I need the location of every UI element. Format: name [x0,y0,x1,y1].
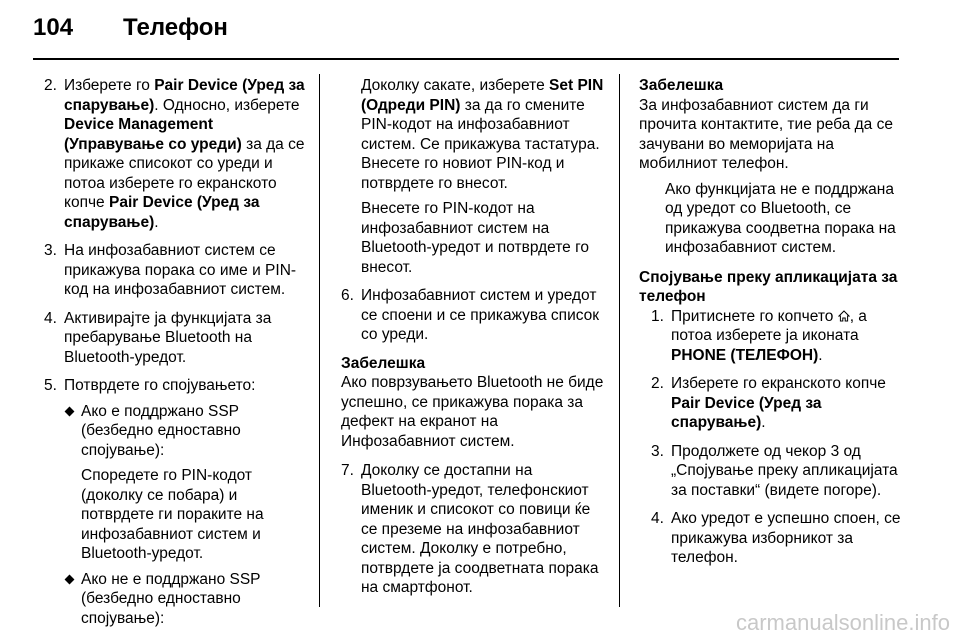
section-title: Спојување преку апликацијата за телефон [639,268,898,305]
diamond-bullet-icon [65,406,75,416]
note-block: Забелешка Ако поврзувањето Bluetooth не биде успешно, се прикажува порака за дефект на екранот на Инфозабавниот систем. [341,354,604,450]
step-2: 2. Изберете го Pair Device (Уред за спарување). Односно, изберете Device Management (Управување со уреди) за да се прикаже списокот со уреди и потоа изберете го екранското копче Pair Device (Уред за спарување). [44,77,305,231]
home-icon [838,310,850,322]
column-1 [44,76,312,637]
step-3: 3. На инфозабавниот систем се прикажува порака со име и PIN-код на инфозабавниот систем. [44,242,297,298]
bullet-ssp-supported: Ако е поддржано SSP (безбедно едноставно спојување): Споредете го PIN-кодот (доколку се побара) и потврдете ги пораките на инфозабавниот систем и Bluetooth-уредот. [64,402,312,564]
watermark: carmanualsonline.info [735,610,950,635]
phone-label: PHONE (ТЕЛЕФОН) [671,346,819,364]
step-4: 4. Ако уредот е успешно споен, се прикажува изборникот за телефон. [651,510,901,566]
step-5-continued: Доколку сакате, изберете Set PIN (Одреди PIN) за да го смените PIN-кодот на инфозабавниот систем. Се прикажува тастатура. Внесете го новиот PIN-код и потврдете го внесот. Внесете го PIN-кодот на инфозабавниот систем на Bluetooth-уредот и потврдете го внесот. [361,77,604,276]
chapter-title: Телефон [123,14,228,41]
pair-device-label: Pair Device (Уред за спарување) [64,194,260,231]
column-3 [639,76,905,577]
step-4: 4. Активирајте ја функцијата за пребарување Bluetooth на Bluetooth-уредот. [44,309,272,366]
diamond-bullet-icon [65,574,75,584]
step-7: 7. Доколку се достапни на Bluetooth-уредот, телефонскиот именик и списокот со повици ќе се преземе на инфозабавниот систем. Доколку е потребно, потврдете ја соодветната порака на смартфонот. [341,462,599,596]
pair-device-label: Pair Device (Уред за спарување) [64,77,305,114]
step-1: 1. Притиснете го копчето , а потоа изберете ја иконата PHONE (ТЕЛЕФОН). [651,307,867,364]
column-divider-1 [319,74,320,607]
note-block: Забелешка За инфозабавниот систем да ги прочита контактите, тие реба да се зачувани во меморијата на мобилниот телефон. Ако функцијата не е поддржана од уредот со Bluetooth, се прикажува соодветна порака на инфозабавниот систем. [639,77,896,256]
bullet-ssp-not-supported: Ако не е поддржано SSP (безбедно едноставно спојување): [64,570,312,629]
step-2: 2. Изберете го екранското копче Pair Device (Уред за спарување). [651,375,886,431]
set-pin-label: Set PIN (Одреди PIN) [361,77,604,114]
device-management-label: Device Management (Управување со уреди) [64,116,242,153]
step-3: 3. Продолжете од чекор 3 од „Спојување преку апликацијата за поставки“ (видете погоре). [651,442,898,499]
header-rule [33,58,899,60]
pair-device-label: Pair Device (Уред за спарување) [671,394,822,431]
column-2 [341,76,607,607]
page-number: 104 [33,14,74,41]
step-5: 5. Потврдете го спојувањето: Ако е поддржано SSP (безбедно едноставно спојување): Споредете го PIN-кодот (доколку се побара) и потврдете ги пораките на инфозабавниот систем и Bluetooth-уредот. Ако не е поддржано SSP (безбедно едноставно спојување): [44,376,312,628]
column-divider-2 [619,74,620,607]
step-6: 6. Инфозабавниот систем и уредот се споени и се прикажува список со уреди. [341,287,600,343]
